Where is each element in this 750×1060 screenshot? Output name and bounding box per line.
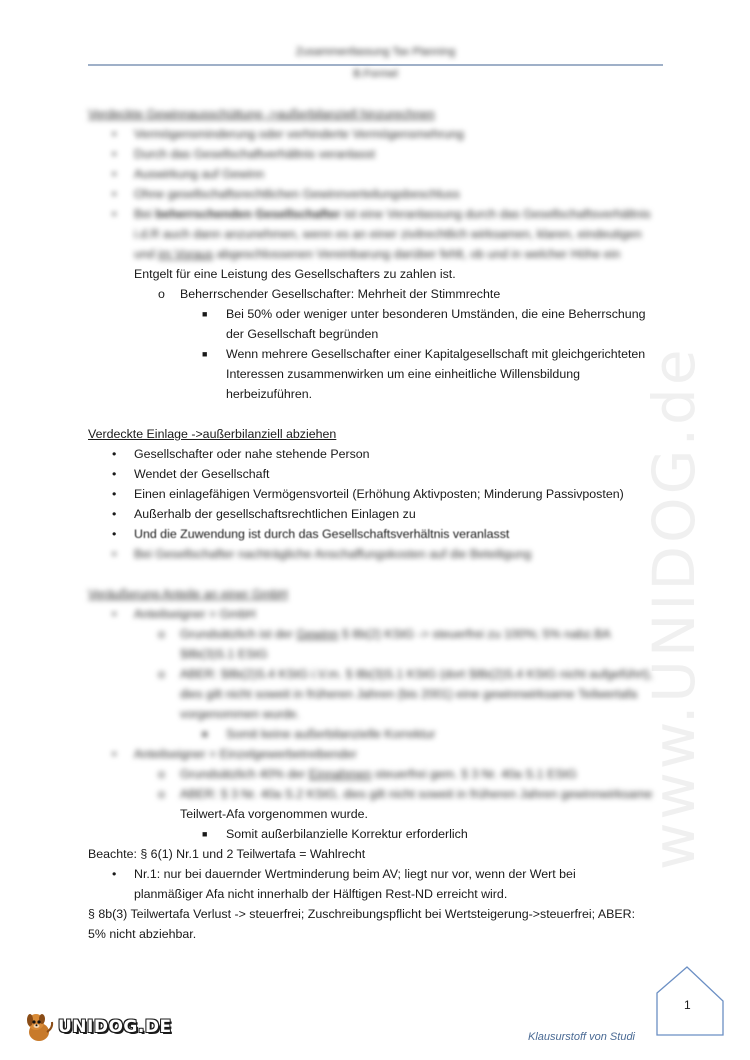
blurred-line: und im Voraus abgeschlossenen Vereinbarung darüber fehlt, ob und in welcher Höhe ein: [134, 247, 621, 261]
list-item: o Grundsätzlich 40% der Einnahmen steuerfrei gem. § 3 Nr. 40a S.1 EStG: [88, 764, 663, 784]
list-item: o ABER: §8b(2)S.4 KStG i.V.m. § 8b(3)S.1 KStG (dort §8b(2)S.4 KStG nicht aufgeführt), dies gilt nicht soweit in früheren Jahren (bis 2001) eine gewinnwirksame Teilwertafa vorgenommen wurde.: [88, 664, 663, 724]
notes-list: [88, 864, 663, 904]
circle-bullet-icon: o: [158, 287, 165, 301]
list-item: • Bei Gesellschafter nachträgliche Anschaffungskosten auf die Beteiligung: [88, 544, 663, 564]
square-bullet-icon: ■: [202, 829, 208, 839]
list-item: • Ohne gesellschaftsrechtlichen Gewinnverteilungsbeschluss: [88, 184, 663, 204]
bullet-icon: •: [112, 547, 117, 561]
list-item: • Gesellschafter oder nahe stehende Person: [88, 444, 663, 464]
bullet-icon: •: [112, 167, 117, 181]
list-item: • Durch das Gesellschaftverhältnis veranlasst: [88, 144, 663, 164]
header-title: Zusammenfassung Tax Planning: [295, 46, 456, 58]
list-item: • Außerhalb der gesellschaftsrechtlichen Einlagen zu: [88, 504, 663, 524]
note-paragraph: § 8b(3) Teilwertafa Verlust -> steuerfrei; Zuschreibungspflicht bei Wertsteigerung->steuerfrei; ABER: 5% nicht abziehbar.: [88, 907, 636, 941]
list-item: • Einen einlagefähigen Vermögensvorteil (Erhöhung Aktivposten; Minderung Passivposten): [88, 484, 663, 504]
circle-bullet-icon: o: [158, 667, 165, 681]
bullet-icon: •: [112, 487, 117, 501]
circle-bullet-icon: o: [158, 627, 165, 641]
dog-icon: [22, 1010, 56, 1044]
blurred-line: i.d.R auch dann anzunehmen, wenn es an einer zivilrechtlich wirksamen, klaren, eindeutigen: [134, 227, 642, 241]
bullet-icon: •: [112, 607, 117, 621]
square-bullet-icon: ■: [202, 729, 208, 739]
logo-text: UNIDOG.DE: [58, 1017, 172, 1037]
watermark: www.UNIDOG.de: [640, 346, 708, 870]
footer-text: Klausurstoff von Studi: [528, 1031, 636, 1043]
list-item: • Anteilseigner = GmbH: [88, 604, 663, 624]
note-beachte: Beachte: § 6(1) Nr.1 und 2 Teilwertafa = Wahlrecht: [88, 847, 366, 861]
list-item: o Grundsätzlich ist der Gewinn § 8b(2) KStG -> steuerfrei zu 100%; 5% nabz.BA §8b(3)S.1 EStG: [88, 624, 663, 664]
document-body: [88, 104, 663, 944]
bullet-icon: •: [112, 507, 117, 521]
header-subtitle: B.Formel: [353, 68, 398, 80]
section-heading-vga: Verdeckte Gewinnausschüttung ->außerbilanziell hinzurechnen: [88, 107, 435, 121]
blurred-line: Bei beherrschenden Gesellschafter ist eine Veranlassung durch das Gesellschaftsverhältnis: [134, 207, 651, 221]
bullet-icon: •: [112, 147, 117, 161]
list-item: • Auswirkung auf Gewinn: [88, 164, 663, 184]
bullet-icon: •: [112, 747, 117, 761]
visible-line: Entgelt für eine Leistung des Gesellschafters zu zahlen ist.: [134, 267, 456, 281]
page-number: 1: [684, 998, 691, 1012]
vga-list: [88, 124, 663, 284]
circle-bullet-icon: o: [158, 767, 165, 781]
bullet-icon: •: [112, 127, 117, 141]
bullet-icon: •: [112, 867, 117, 881]
list-item: • Anteilseigner = Einzelgewerbetreibender: [88, 744, 663, 764]
list-item: • Wendet der Gesellschaft: [88, 464, 663, 484]
bullet-icon: •: [112, 527, 117, 541]
einlage-list: [88, 444, 663, 564]
bullet-icon: •: [112, 187, 117, 201]
list-item: ■ Somit keine außerbilanzielle Korrektur: [88, 724, 663, 744]
list-item: • Und die Zuwendung ist durch das Gesellschaftsverhältnis veranlasst: [88, 524, 663, 544]
veraeusserung-list: [88, 604, 663, 844]
list-item: ■ Bei 50% oder weniger unter besonderen Umständen, die eine Beherrschung der Gesellschaft begründen: [88, 304, 663, 344]
section-heading-einlage: Verdeckte Einlage ->außerbilanziell abziehen: [88, 427, 337, 441]
list-item: • Nr.1: nur bei dauernder Wertminderung beim AV; liegt nur vor, wenn der Wert bei planmäßiger Afa nicht innerhalb der Hälftigen Rest-ND erreicht wird.: [88, 864, 663, 904]
circle-bullet-icon: o: [158, 787, 165, 801]
section-heading-veraeusserung: Veräußerung Anteile an einer GmbH: [88, 587, 288, 601]
bullet-icon: •: [112, 447, 117, 461]
header-rule: [88, 64, 663, 66]
list-item: o ABER: § 3 Nr. 40a S.2 KStG, dies gilt nicht soweit in früheren Jahren gewinnwirksame Teilwert-Afa vorgenommen wurde.: [88, 784, 663, 824]
square-bullet-icon: ■: [202, 309, 208, 319]
list-item: ■ Somit außerbilanzielle Korrektur erforderlich: [88, 824, 663, 844]
unidog-logo: [22, 1010, 172, 1044]
list-item: o Beherrschender Gesellschafter: Mehrheit der Stimmrechte: [88, 284, 663, 304]
list-item: ■ Wenn mehrere Gesellschafter einer Kapitalgesellschaft mit gleichgerichteten Interessen zusammenwirken um eine einheitliche Willensbildung herbeizuführen.: [88, 344, 663, 404]
square-bullet-icon: ■: [202, 349, 208, 359]
bullet-icon: •: [112, 467, 117, 481]
list-item: [88, 204, 663, 284]
vga-sub-list: [88, 284, 663, 404]
bullet-icon: •: [112, 207, 117, 221]
list-item: • Vermögensminderung oder verhinderte Vermögensmehrung: [88, 124, 663, 144]
